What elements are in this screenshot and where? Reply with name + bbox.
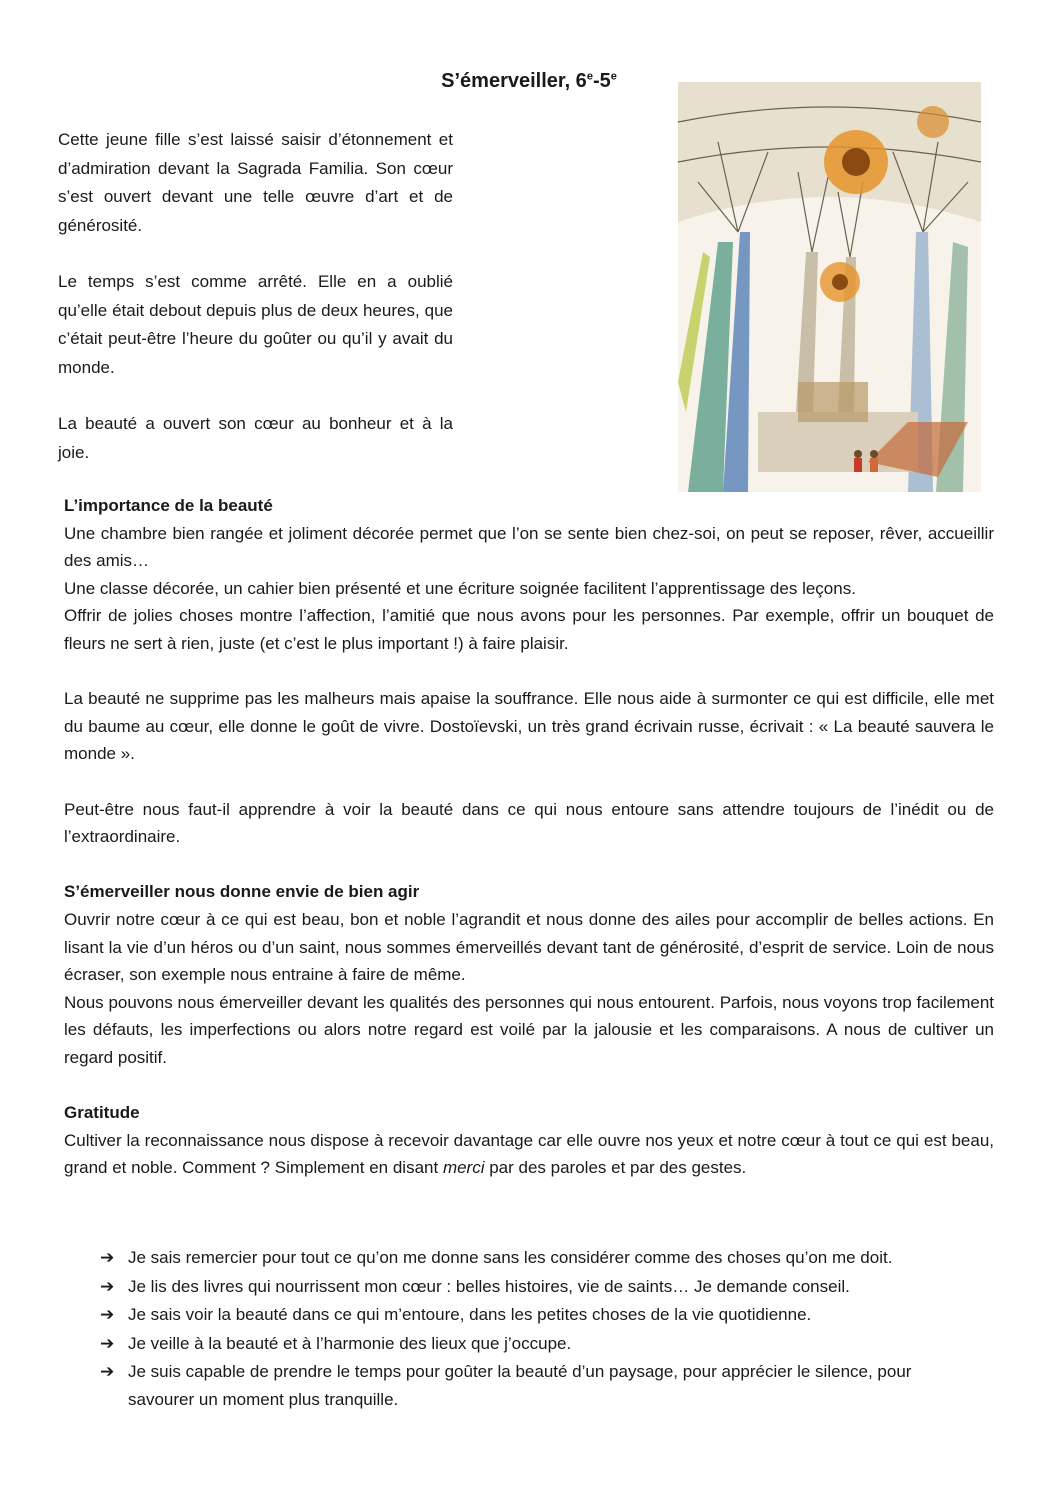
paragraph: Nous pouvons nous émerveiller devant les qualités des personnes qui nous entourent. Parfois, nous voyons trop facilement les défauts, les imperfections ou alors notre regard est voilé par la jalousie et les comparaisons. A nous de cultiver un regard positif. (64, 992, 994, 1067)
list-item-text: Je veille à la beauté et à l’harmonie des lieux que j’occupe. (128, 1333, 572, 1353)
sagrada-familia-illustration (678, 82, 981, 492)
intro-paragraph: La beauté a ouvert son cœur au bonheur et à la joie. (58, 414, 453, 462)
list-item-text: Je lis des livres qui nourrissent mon cœur : belles histoires, vie de saints… Je demande conseil. (128, 1276, 850, 1296)
list-item (100, 1330, 980, 1358)
resolutions-list (100, 1244, 980, 1415)
section-heading: S’émerveiller nous donne envie de bien agir (64, 882, 420, 902)
title-text-2: -5 (592, 70, 611, 92)
title-text: S’émerveiller, 6 (441, 70, 587, 92)
list-item (100, 1301, 980, 1329)
list-item-text: Je sais voir la beauté dans ce qui m’entoure, dans les petites choses de la vie quotidienne. (128, 1305, 812, 1325)
intro-paragraph: Le temps s’est comme arrêté. Elle en a oublié qu’elle était debout depuis plus de deux heures, que c’était peut-être l’heure du goûter ou qu’il y avait du monde. (58, 272, 453, 377)
intro-text (58, 126, 453, 495)
section-heading: L’importance de la beauté (64, 496, 273, 515)
arrow-right-icon: ➔ (100, 1333, 115, 1353)
arrow-right-icon: ➔ (100, 1362, 115, 1382)
list-item (100, 1358, 980, 1413)
arrow-right-icon: ➔ (100, 1305, 115, 1325)
paragraph: Ouvrir notre cœur à ce qui est beau, bon et noble l’agrandit et nous donne des ailes pour accomplir de belles actions. En lisant la vie d’un héros ou d’un saint, nous sommes émerveillés devant tant de générosité, d’esprit de service. Loin de nous écraser, son exemple nous entraine à faire de même. (64, 909, 994, 985)
paragraph-text: Cultiver la reconnaissance nous dispose à recevoir davantage car elle ouvre nos yeux et notre cœur à tout ce qui est beau, grand et noble. Comment ? Simplement en disant (64, 1130, 994, 1178)
arrow-right-icon: ➔ (100, 1276, 115, 1296)
paragraph-text-2: par des paroles et par des gestes. (484, 1158, 747, 1178)
arrow-right-icon: ➔ (100, 1248, 115, 1267)
title-sup: e (586, 70, 593, 83)
paragraph: Offrir de jolies choses montre l’affection, l’amitié que nous avons pour les personnes. Par exemple, offrir un bouquet de fleurs ne sert à rien, juste (et c’est le plus important !) à faire plaisir. (64, 606, 994, 653)
list-item-text: Je suis capable de prendre le temps pour goûter la beauté d’un paysage, pour apprécier le silence, pour savourer un moment plus tranquille. (128, 1362, 912, 1409)
paragraph: La beauté ne supprime pas les malheurs mais apaise la souffrance. Elle nous aide à surmonter ce qui est difficile, elle met du baume au cœur, elle donne le goût de vivre. Dostoïevski, un très grand écrivain russe, écrivait : « La beauté sauvera le monde ». (64, 689, 994, 764)
list-item (100, 1273, 980, 1301)
title-sup-2: e (610, 70, 617, 83)
intro-paragraph: Cette jeune fille s’est laissé saisir d’étonnement et d’admiration devant la Sagrada Familia. Son cœur s’est ouvert devant une telle œuvre d’art et de générosité. (58, 130, 453, 235)
emphasis: merci (442, 1158, 485, 1178)
main-text (64, 492, 994, 1182)
list-item (100, 1244, 980, 1272)
paragraph: Une chambre bien rangée et joliment décorée permet que l’on se sente bien chez-soi, on peut se reposer, rêver, accueillir des amis… (64, 523, 994, 571)
paragraph: Une classe décorée, un cahier bien présenté et une écriture soignée facilitent l’apprentissage des leçons. (64, 578, 856, 598)
paragraph (64, 1127, 994, 1182)
section-heading: Gratitude (64, 1103, 140, 1123)
list-item-text: Je sais remercier pour tout ce qu’on me donne sans les considérer comme des choses qu’on me doit. (128, 1248, 893, 1267)
paragraph: Peut-être nous faut-il apprendre à voir la beauté dans ce qui nous entoure sans attendre toujours de l’inédit ou de l’extraordinaire. (64, 799, 994, 847)
